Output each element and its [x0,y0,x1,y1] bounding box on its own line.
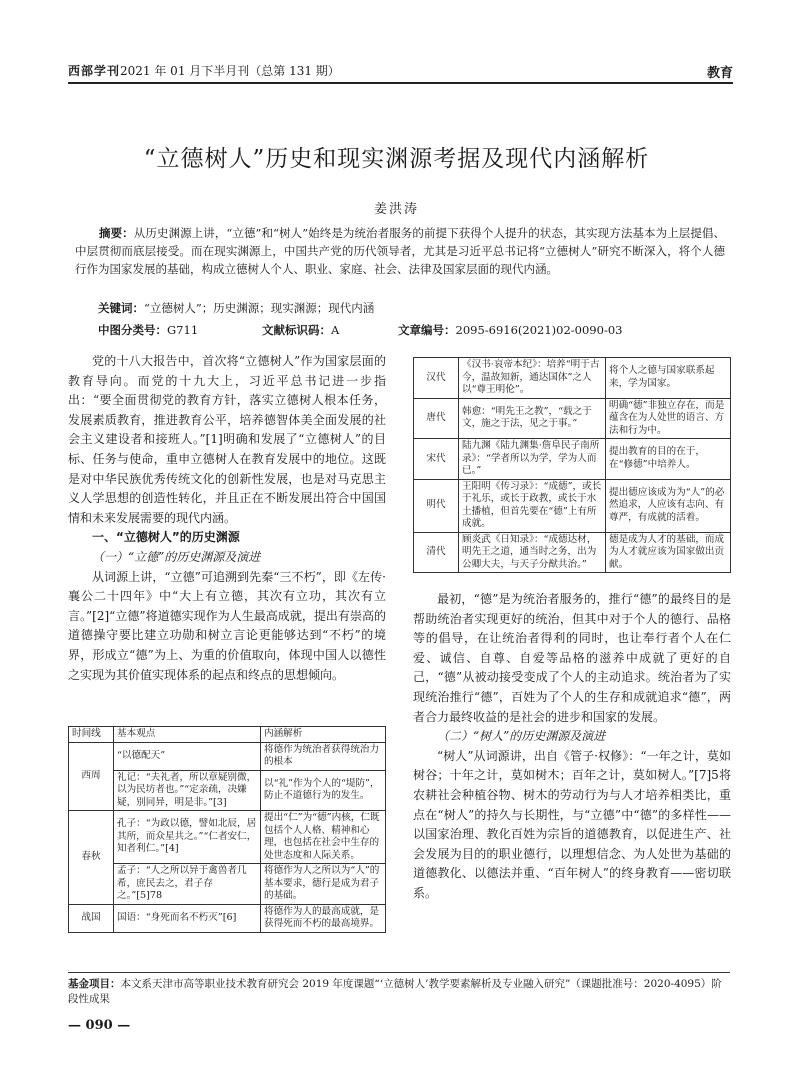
table-cell-view: 孟子：“人之所以异于禽兽者几希，庶民去之，君子存之。”[5]78 [114,864,261,905]
table-cell-era: 清代 [414,532,459,573]
keywords [98,300,374,316]
left-column [68,352,386,685]
table-row [414,479,731,532]
doc-value: A [331,323,340,337]
article-number [398,322,622,338]
table-row [414,358,731,399]
page-header [68,60,733,84]
page-number: — 090 — [68,1018,131,1033]
table-cell-analysis: 提出“仁”为“德”内核，仁既包括个人人格、精神和心理，也包括在社会中生存的处世态度和人际关系。 [261,811,386,864]
table-cell-view: 王阳明《传习录》：“成德”，或长于礼乐，或长于政教，或长于水土播植，但首先要在“德”上有所成就。 [459,479,606,532]
abstract [75,224,725,278]
table-cell-view: 陆九渊《陆九渊集·詹阜民子南所录》：“学者所以为学，学为人而已。” [459,439,606,480]
clc-label: 中图分类号： [98,323,167,337]
paragraph-intro: 党的十八大报告中，首次将“立德树人”作为国家层面的教育导向。而党的十九大上，习近平总书记进一步指出：“要全面贯彻党的教育方针，落实立德树人根本任务，发展素质教育，推进教育公平，培养德智体美全面发展的社会主义建设者和接班人。”[1]明确和发展了“立德树人”的目标、任务与使命，重申立德树人在教育发展中的地位。这既是对中华民族优秀传统文化的创新性发展，也是对马克思主义人学思想的创造性转化，并且正在不断发展出符合中国国情和未来发展需要的现代内涵。 [68,354,386,525]
table-row [414,439,731,480]
table-header-view: 基本观点 [114,727,261,743]
table-cell-analysis: 将德作为人之所以为“人”的基本要求，德行是成为君子的基础。 [261,864,386,905]
paragraph-lide: 从词源上讲，“立德”可追溯到先秦“三不朽”，即《左传·襄公二十四年》中“大上有立德，其次有立功，其次有立言。”[2]“立德”将道德实现作为人生最高成就，提出有崇高的道德操守要比建立功勋和树立言论更能够达到“不朽”的境界，形成立“德”为上、为重的价值取向，体现中国人以德性之实现为其价值实现体系的起点和终点的思想倾向。 [68,569,386,682]
table-cell-view: 国语：“身死而名不朽灭”[6] [114,904,261,932]
doc-label: 文献标识码： [262,323,331,337]
history-table-part2 [413,357,731,573]
table-cell-analysis: 以“礼”作为个人的“堤防”，防止不道德行为的发生。 [261,770,386,811]
subsection-heading-2: （二）“树人”的历史渊源及演进 [437,729,606,744]
table-row [69,811,386,864]
issue-info: 2021 年 01 月下半月刊（总第 131 期） [120,64,340,78]
section-label: 教育 [706,66,733,81]
table-row [69,770,386,811]
paragraph-shuren: “树人”从词源讲，出自《管子·权修》：“一年之计，莫如树谷；十年之计，莫如树木；百年之计，莫如树人。”[7]5将农耕社会种植谷物、树木的劳动行为与人才培养相类比，重点在“树人”的持久与长期性，与“立德”中“德”的多样性——以国家治理、教化百姓为宗旨的道德教育，以促进生产、社会发展为目的的职业德行，以理想信念、为人处世为基础的道德教化、以德法并重、“百年树人”的终身教育——密切联系。 [413,748,731,900]
section-heading-1: 一、“立德树人”的历史渊源 [92,530,240,545]
table-cell-view: 韩愈：“明先王之教”，“载之于文，施之于法，见之于事。” [459,398,606,439]
keywords-label: 关键词： [98,301,144,315]
right-column [413,590,731,904]
clc-value: G711 [167,323,199,337]
art-label: 文章编号： [398,323,456,337]
table-row [414,532,731,573]
table-cell-era: 西周 [69,742,114,811]
table-cell-era: 汉代 [414,358,459,399]
table-cell-era: 春秋 [69,811,114,905]
paragraph-de-evolution: 最初，“德”是为统治者服务的，推行“德”的最终目的是帮助统治者实现更好的统治，但其中对于个人的德行、品格等的倡导，在让统治者得利的同时，也让奉行者个人在仁爱、诚信、自尊、自爱等品格的滋养中成就了更好的自己，“德”从被动接受变成了个人的主动追求。统治者为了实现统治推行“德”，百姓为了个人的生存和成就追求“德”，两者合力最终收益的是社会的进步和国家的发展。 [413,592,731,724]
doc-code [262,322,339,338]
funding-label: 基金项目： [68,978,121,990]
table-cell-analysis: 提出德应该成为为“人”的必然追求，人应该有志向、有尊严，有成就的活着。 [606,479,731,532]
table-cell-analysis: 将个人之德与国家联系起来，学为国家。 [606,358,731,399]
table-cell-era: 唐代 [414,398,459,439]
journal-info [68,62,340,79]
clc-number [98,322,198,338]
subsection-heading-1: （一）“立德”的历史渊源及演进 [92,549,261,564]
table-row [414,398,731,439]
abstract-text: 从历史渊源上讲，“立德”和“树人”始终是为统治者服务的前提下获得个人提升的状态，其实现方法基本为上层提倡、中层贯彻而底层接受。而在现实渊源上，中国共产党的历代领导者，尤其是习近平总书记将“立德树人”研究不断深入，将个人德行作为国家发展的基础，构成立德树人个人、职业、家庭、社会、法律及国家层面的现代内涵。 [75,226,726,276]
table-cell-analysis: 提出教育的目的在于，在“修德”中培养人。 [606,439,731,480]
article-title: “立德树人”历史和现实渊源考据及现代内涵解析 [143,146,650,172]
table-row [69,864,386,905]
table-cell-view: 礼记：“夫礼者，所以章疑别微，以为民坊者也。”“定亲疏，决嫌疑，别同异，明是非。”[3] [114,770,261,811]
history-table-part1 [68,726,386,933]
table-header-analysis: 内涵解析 [261,727,386,743]
table-cell-view: 孔子：“为政以德，譬如北辰，居其所，而众星共之。”“仁者安仁，知者利仁。”[4] [114,811,261,864]
table-cell-view: 顾炎武《日知录》：“成德达材，明先王之道，通当时之务，出为公卿大夫，与天子分猷共治。” [459,532,606,573]
table-cell-analysis: 德是成为人才的基础，而成为人才就应该为国家做出贡献。 [606,532,731,573]
abstract-label: 摘要： [99,226,134,240]
table-row [69,742,386,770]
table-cell-era: 战国 [69,904,114,932]
table-cell-analysis: 将德作为统治者获得统治力的根本 [261,742,386,770]
funding-note [68,972,730,1007]
table-cell-era: 明代 [414,479,459,532]
author-name: 姜洪涛 [373,202,419,217]
journal-logo: 西部学刊 [68,64,121,78]
table-cell-view: 《汉书·哀帝本纪》：培养“明于古今，温故知新，通达国体”之人以“尊王明伦”。 [459,358,606,399]
table-header-era: 时间线 [69,727,114,743]
table-row [69,904,386,932]
funding-text: 本文系天津市高等职业技术教育研究会 2019 年度课题“‘立德树人’教学要素解析及专业融入研究”（课题批准号：2020-4095）阶段性成果 [68,978,722,1005]
keywords-text: “立德树人”；历史渊源；现实渊源；现代内涵 [144,301,375,315]
table-cell-analysis: 将德作为人的最高成就，是获得死而不朽的最高境界。 [261,904,386,932]
table-cell-era: 宋代 [414,439,459,480]
table-cell-analysis: 明确“德”非独立存在，而是蕴含在为人处世的语言、方法和行为中。 [606,398,731,439]
table-cell-view: “以德配天” [114,742,261,770]
art-value: 2095-6916(2021)02-0090-03 [455,323,623,337]
